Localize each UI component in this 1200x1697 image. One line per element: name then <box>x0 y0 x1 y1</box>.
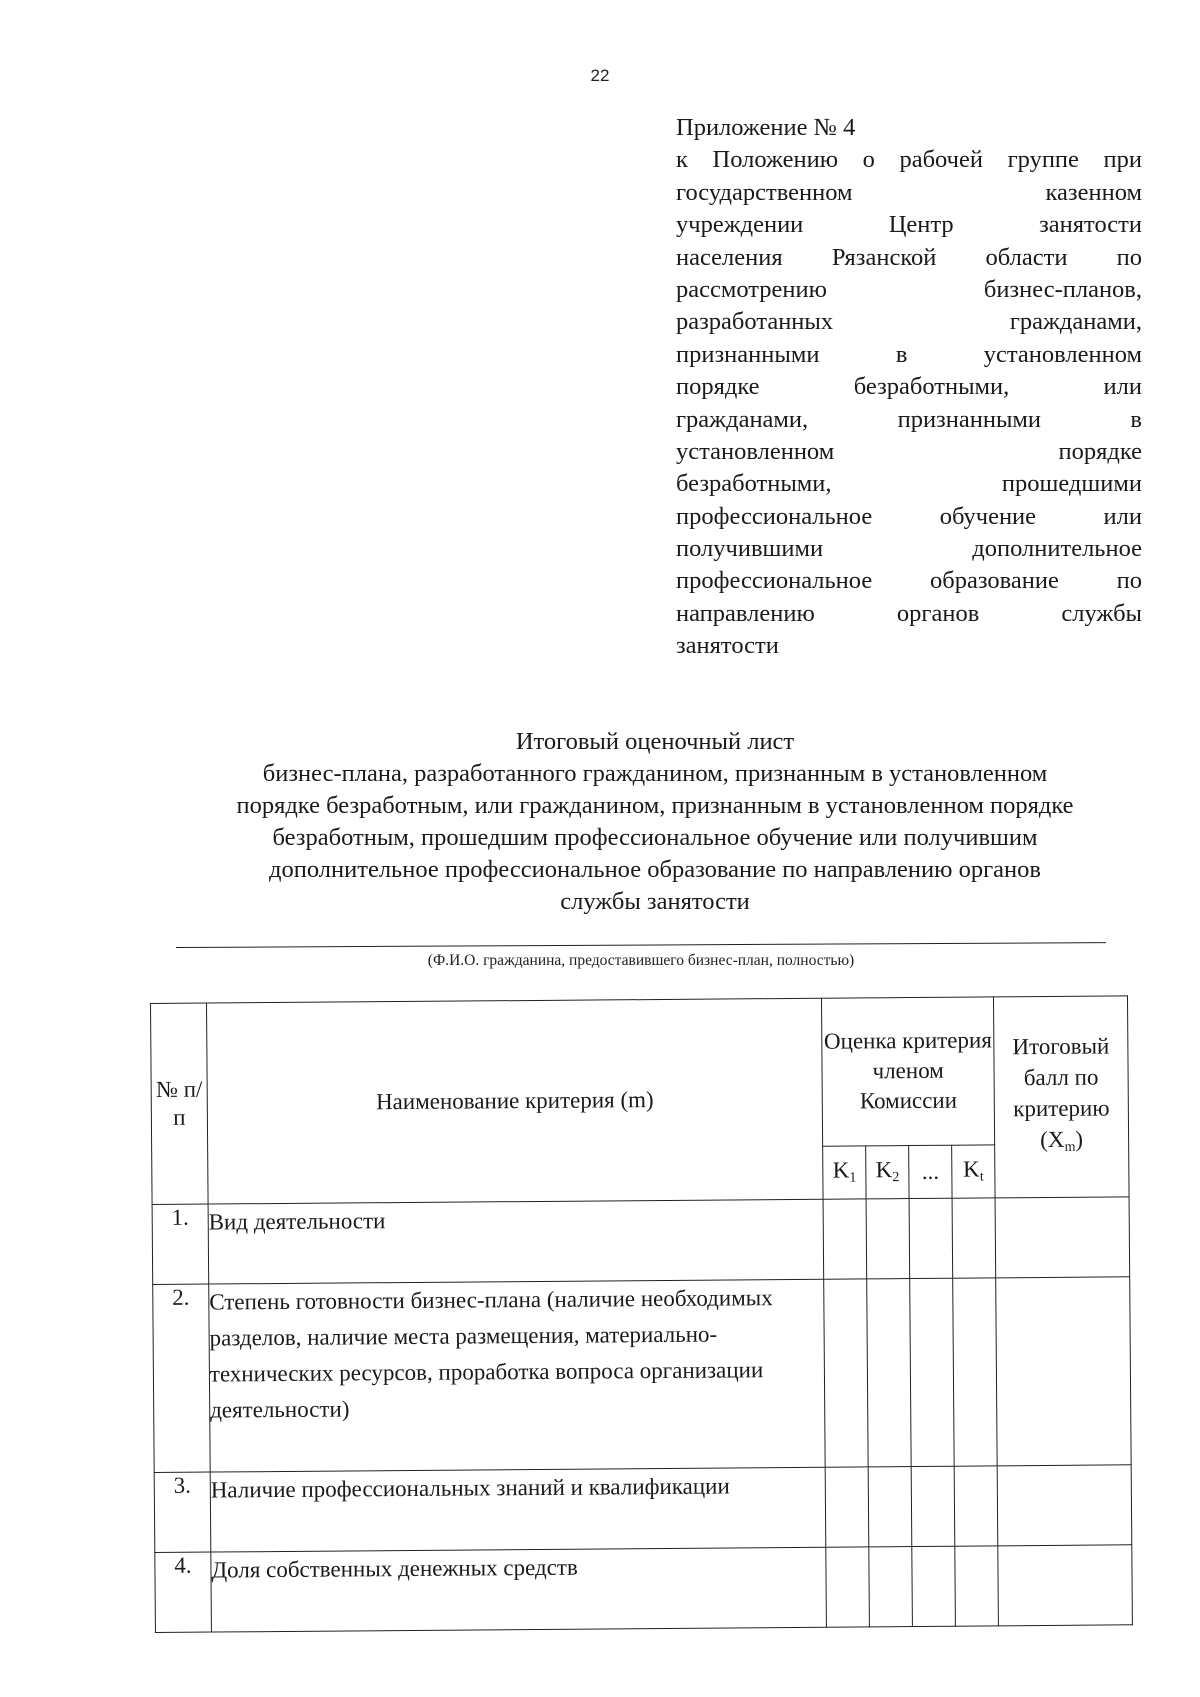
header-kt <box>952 1144 995 1198</box>
header-criterion-name: Наименование критерия (m) <box>206 998 823 1204</box>
title-line: порядке безработным, или гражданином, признанным в установленном порядке <box>236 792 1074 819</box>
row-criterion: Вид деятельности <box>208 1199 824 1284</box>
title-line: дополнительное профессиональное образование по направлению органов <box>269 856 1041 883</box>
header-k2-letter: K <box>875 1157 893 1183</box>
appendix-line: занятости <box>676 632 779 660</box>
appendix-line: профессиональное образование по <box>676 567 1142 595</box>
score-cell-k-dots[interactable] <box>911 1466 955 1546</box>
appendix-line: безработными, прошедшими <box>676 470 1142 498</box>
row-number: 2. <box>153 1284 210 1472</box>
header-k1-letter: K <box>832 1157 850 1183</box>
header-total-score <box>994 996 1130 1198</box>
score-cell-k2[interactable] <box>868 1467 912 1547</box>
score-cell-k-dots[interactable] <box>912 1546 956 1626</box>
score-cell-k1[interactable] <box>825 1467 869 1547</box>
header-total-lead: Итоговый балл по критерию (X <box>1012 1033 1110 1153</box>
criteria-table-wrapper <box>150 995 1133 1633</box>
score-cell-k2[interactable] <box>866 1199 910 1279</box>
appendix-line: рассмотрению бизнес-планов, <box>676 275 1142 303</box>
header-total-sub: m <box>1064 1139 1076 1155</box>
score-cell-kt[interactable] <box>953 1278 997 1466</box>
page-number: 22 <box>590 66 610 85</box>
appendix-line: установленном порядке <box>676 437 1142 465</box>
score-cell-k2[interactable] <box>867 1279 911 1467</box>
name-caption: (Ф.И.О. гражданина, предоставившего бизнес-план, полностью) <box>427 952 855 969</box>
appendix-line: Приложение № 4 <box>676 114 856 141</box>
header-kt-letter: K <box>963 1156 980 1182</box>
score-cell-kt[interactable] <box>955 1546 999 1626</box>
criteria-table <box>150 995 1133 1633</box>
appendix-line: порядке безработными, или <box>676 373 1142 401</box>
header-total-tail: ) <box>1075 1126 1084 1152</box>
row-criterion: Доля собственных денежных средств <box>211 1547 827 1632</box>
appendix-reference <box>676 112 1142 663</box>
header-k1-sub: 1 <box>849 1170 857 1186</box>
appendix-line: разработанных гражданами, <box>676 308 1142 336</box>
title-line: службы занятости <box>560 888 750 915</box>
appendix-line: признанными в установленном <box>676 340 1142 368</box>
table-row <box>155 1545 1133 1633</box>
appendix-line: направлению органов службы <box>676 599 1142 627</box>
title-line: Итоговый оценочный лист <box>515 728 795 755</box>
score-cell-kt[interactable] <box>952 1198 996 1278</box>
score-cell-k1[interactable] <box>824 1279 868 1467</box>
appendix-line: получившими дополнительное <box>676 535 1142 563</box>
name-fill-line <box>176 942 1106 948</box>
row-number: 1. <box>152 1204 209 1284</box>
row-criterion: Наличие профессиональных знаний и квалификации <box>210 1467 826 1552</box>
row-number: 4. <box>155 1552 212 1632</box>
title-line: безработным, прошедшим профессиональное обучение или получившим <box>272 824 1038 851</box>
total-score-cell[interactable] <box>998 1545 1133 1626</box>
header-score-group: Оценка критерия членом Комиссии <box>822 997 995 1146</box>
score-cell-kt[interactable] <box>954 1466 998 1546</box>
document-title <box>160 726 1150 918</box>
total-score-cell[interactable] <box>995 1197 1130 1278</box>
header-k-dots: ... <box>909 1145 952 1199</box>
score-cell-k1[interactable] <box>826 1547 870 1627</box>
header-kt-sub: t <box>979 1169 984 1185</box>
header-number: № п/п <box>151 1003 209 1204</box>
row-number: 3. <box>154 1472 211 1552</box>
header-k2-sub: 2 <box>892 1170 900 1186</box>
score-cell-k2[interactable] <box>869 1547 913 1627</box>
score-cell-k-dots[interactable] <box>910 1278 954 1466</box>
table-row <box>153 1277 1131 1473</box>
appendix-line: населения Рязанской области по <box>676 243 1142 271</box>
score-cell-k-dots[interactable] <box>909 1198 953 1278</box>
appendix-line: государственном казенном <box>676 178 1142 206</box>
row-criterion: Степень готовности бизнес-плана (наличие необходимых разделов, наличие места размещения, материально-технических ресурсов, проработка вопроса организации деятельности) <box>209 1279 826 1472</box>
table-row <box>154 1465 1132 1553</box>
header-k2 <box>866 1145 909 1199</box>
table-row <box>152 1197 1130 1285</box>
appendix-line: к Положению о рабочей группе при <box>676 146 1142 174</box>
total-score-cell[interactable] <box>997 1465 1132 1546</box>
header-k1 <box>823 1145 866 1199</box>
appendix-line: учреждении Центр занятости <box>676 211 1142 239</box>
appendix-line: профессиональное обучение или <box>676 502 1142 530</box>
score-cell-k1[interactable] <box>823 1199 867 1279</box>
table-header-row <box>151 996 1129 1151</box>
appendix-line: гражданами, признанными в <box>676 405 1142 433</box>
title-line: бизнес-плана, разработанного гражданином, признанным в установленном <box>262 760 1048 787</box>
total-score-cell[interactable] <box>996 1277 1131 1466</box>
